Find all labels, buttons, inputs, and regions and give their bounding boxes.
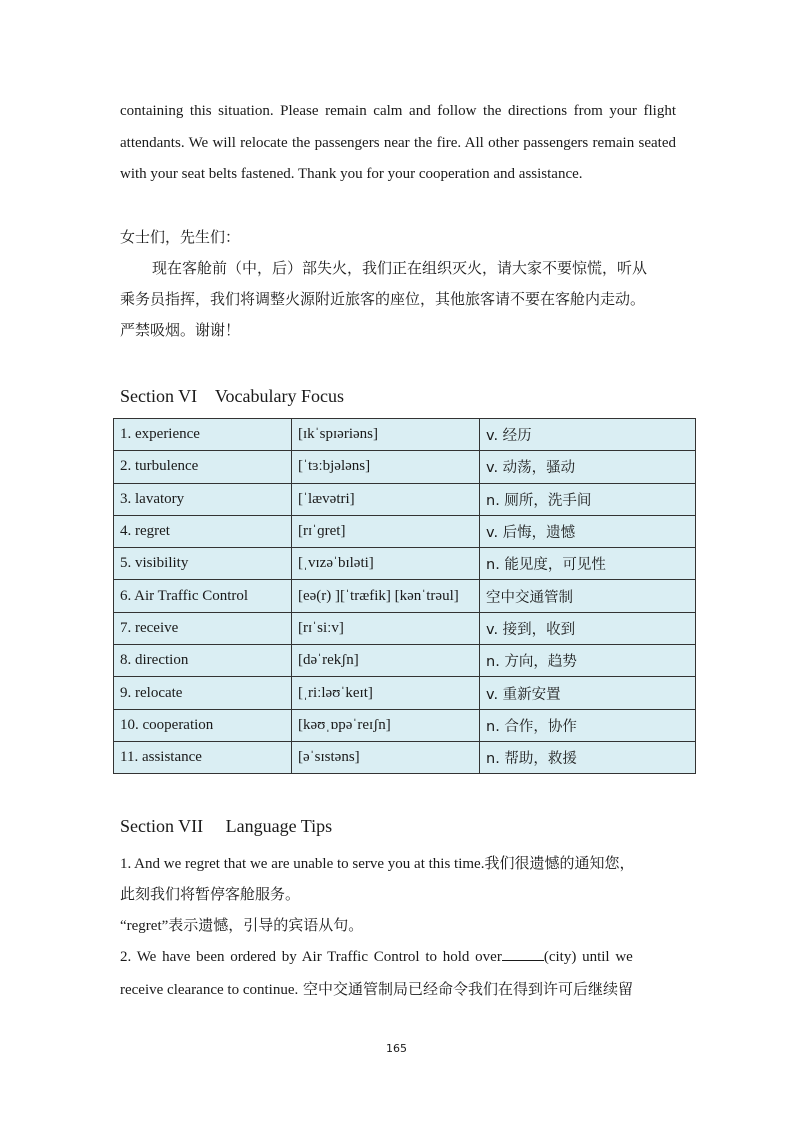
vocab-meaning: n. 能见度，可见性	[480, 548, 696, 580]
section-vi-heading: Section VI Vocabulary Focus	[120, 386, 344, 406]
vocab-row	[114, 580, 696, 612]
vocabulary-table	[113, 418, 696, 774]
vocab-word: 1. experience	[114, 419, 292, 451]
vocab-phonetic: [ɪkˈspɪəriəns]	[292, 419, 480, 451]
vocab-word: 7. receive	[114, 612, 292, 644]
vocab-meaning: n. 合作，协作	[480, 709, 696, 741]
vocab-meaning: v. 动荡，骚动	[480, 451, 696, 483]
vocab-word: 2. turbulence	[114, 451, 292, 483]
vocab-phonetic: [ˌriːləʊˈkeɪt]	[292, 677, 480, 709]
vocab-row	[114, 515, 696, 547]
tip-2-line-1	[120, 946, 633, 966]
page-number: 165	[386, 1042, 407, 1055]
fill-in-blank	[502, 946, 544, 961]
vocab-row	[114, 612, 696, 644]
tip-2-english-a: 2. We have been ordered by Air Traffic Control to hold over	[120, 949, 502, 965]
vocab-row	[114, 741, 696, 773]
vocab-meaning: n. 厕所，洗手间	[480, 483, 696, 515]
announcement-english: containing this situation. Please remain calm and follow the directions from your flight attendants. We will relocate the passengers near the fire. All other passengers remain seated with your seat belts fastened. Thank you for your cooperation and assistance.	[120, 103, 676, 182]
announcement-chinese-line-1: 现在客舱前（中，后）部失火，我们正在组织灭火，请大家不要惊慌，听从	[152, 259, 648, 277]
vocab-phonetic: [ˈlævətri]	[292, 483, 480, 515]
section-vii-heading: Section VII Language Tips	[120, 816, 333, 836]
vocab-word: 11. assistance	[114, 741, 292, 773]
vocab-phonetic: [ˈtɜːbjələns]	[292, 451, 480, 483]
tip-1-note-chinese: 表示遗憾，引导的宾语从句。	[168, 916, 364, 934]
tip-2-chinese: 空中交通管制局已经命令我们在得到许可后继续留	[298, 980, 634, 998]
tip-1-note	[120, 914, 363, 935]
vocab-phonetic: [rɪˈɡret]	[292, 515, 480, 547]
vocab-word: 10. cooperation	[114, 709, 292, 741]
vocab-phonetic: [ˌvɪzəˈbɪləti]	[292, 548, 480, 580]
vocab-meaning: 空中交通管制	[480, 580, 696, 612]
vocab-meaning: v. 重新安置	[480, 677, 696, 709]
tip-1-line-1	[120, 852, 634, 873]
vocab-row	[114, 548, 696, 580]
announcement-greeting: 女士们，先生们：	[120, 228, 241, 246]
vocab-row	[114, 677, 696, 709]
vocab-meaning: n. 方向，趋势	[480, 645, 696, 677]
vocab-row	[114, 709, 696, 741]
vocab-word: 5. visibility	[114, 548, 292, 580]
vocab-phonetic: [rɪˈsiːv]	[292, 612, 480, 644]
tip-1-english: 1. And we regret that we are unable to serve you at this time.	[120, 856, 485, 872]
vocab-word: 8. direction	[114, 645, 292, 677]
vocab-row	[114, 645, 696, 677]
vocab-phonetic: [əˈsɪstəns]	[292, 741, 480, 773]
vocab-row	[114, 451, 696, 483]
tip-2-english-b: (city) until we	[543, 949, 633, 965]
vocab-row	[114, 419, 696, 451]
tip-2-english-c: receive clearance to continue.	[120, 982, 299, 998]
tip-2-line-2	[120, 978, 633, 999]
vocab-meaning: v. 接到，收到	[480, 612, 696, 644]
vocab-phonetic: [kəʊˌɒpəˈreɪʃn]	[292, 709, 480, 741]
vocab-meaning: v. 后悔，遗憾	[480, 515, 696, 547]
announcement-chinese-line-3: 严禁吸烟。谢谢！	[120, 321, 241, 339]
tip-1-chinese-b: 此刻我们将暂停客舱服务。	[120, 885, 301, 903]
tip-1-note-quote: “regret”	[120, 918, 169, 934]
vocab-phonetic: [eə(r) ][ˈtræfik] [kənˈtrəul]	[292, 580, 480, 612]
vocab-word: 3. lavatory	[114, 483, 292, 515]
vocab-meaning: v. 经历	[480, 419, 696, 451]
vocab-word: 9. relocate	[114, 677, 292, 709]
announcement-chinese-line-2: 乘务员指挥，我们将调整火源附近旅客的座位，其他旅客请不要在客舱内走动。	[120, 290, 646, 308]
vocab-phonetic: [dəˈrekʃn]	[292, 645, 480, 677]
vocab-row	[114, 483, 696, 515]
vocab-meaning: n. 帮助，救援	[480, 741, 696, 773]
vocab-word: 4. regret	[114, 515, 292, 547]
vocab-word: 6. Air Traffic Control	[114, 580, 292, 612]
tip-1-chinese-a: 我们很遗憾的通知您，	[484, 854, 635, 872]
